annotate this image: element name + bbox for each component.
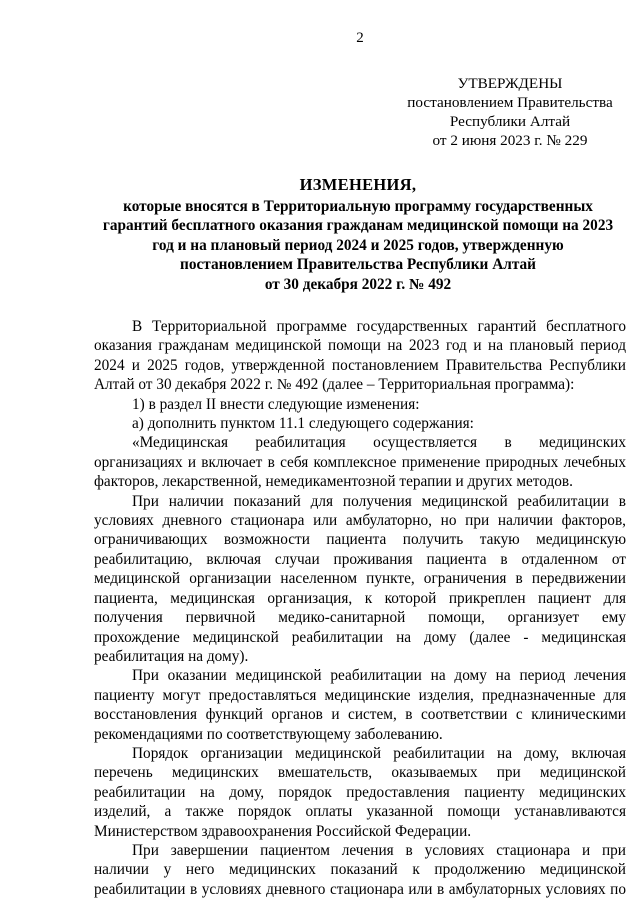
body-line: наличии у него медицинских показаний к продолжению медицинской	[94, 861, 626, 879]
body-line: пациента, медицинская организация, к которой прикреплен пациент для	[94, 589, 626, 607]
subtitle-line: гарантий бесплатного оказания гражданам медицинской помощи на 2023	[102, 217, 614, 235]
body-line: факторов, лекарственной, немедикаментозной терапии и других методов.	[94, 473, 573, 491]
body-text	[94, 317, 626, 899]
body-line: оказания гражданам медицинской помощи на 2023 год и на плановый период	[94, 337, 626, 355]
body-line: рекомендациями по соответствующему заболеванию.	[94, 725, 443, 743]
title-block	[88, 175, 628, 294]
body-line: условиях дневного стационара или амбулаторно, но при наличии факторов,	[94, 512, 626, 530]
body-line: «Медицинская реабилитация осуществляется в медицинских	[132, 434, 626, 452]
approval-line-2: Республики Алтай	[449, 113, 571, 130]
body-line: Порядок организации медицинской реабилитации на дому, включая	[132, 744, 626, 762]
document-heading: ИЗМЕНЕНИЯ,	[299, 175, 417, 194]
body-line: реабилитации в условиях дневного стационара или в амбулаторных условиях по	[94, 880, 626, 898]
body-line: получения первичной медико-санитарной помощи, организует ему	[94, 609, 626, 627]
body-line: 2024 и 2025 годов, утвержденной постановлением Правительства Республики	[94, 356, 626, 374]
body-line: организациях и включает в себя комплексное применение природных лечебных	[94, 453, 626, 471]
body-line: прохождение медицинской реабилитации на дому (далее - медицинская	[94, 628, 626, 646]
approval-title: УТВЕРЖДЕНЫ	[457, 75, 563, 92]
body-line: изделий, а также порядок оплаты указанной помощи устанавливаются	[94, 803, 626, 821]
body-line: При наличии показаний для получения медицинской реабилитации в	[132, 492, 626, 510]
body-line: реабилитацию, включая случаи проживания пациента в отдаленном от	[94, 550, 626, 568]
body-line: ограничивающих возможности пациента получить такую медицинскую	[94, 531, 626, 549]
body-line: 1) в раздел II внести следующие изменения:	[132, 395, 420, 413]
body-line: реабилитации на дому, порядок предоставления пациенту медицинских	[94, 783, 626, 801]
body-line: реабилитация на дому).	[94, 647, 249, 665]
body-line: а) дополнить пунктом 11.1 следующего содержания:	[132, 415, 474, 433]
subtitle-line: год и на плановый период 2024 и 2025 годов, утвержденную	[152, 236, 564, 254]
page-number: 2	[356, 30, 364, 46]
body-line: При оказании медицинской реабилитации на дому на период лечения	[132, 667, 626, 685]
body-line: В Территориальной программе государственных гарантий бесплатного	[132, 318, 626, 335]
body-line: Министерством здравоохранения Российской Федерации.	[94, 822, 472, 840]
approval-line-1: постановлением Правительства	[407, 94, 613, 111]
body-line: медицинской организации населенном пункте, ограничения в передвижении	[94, 570, 626, 588]
body-line: Алтай от 30 декабря 2022 г. № 492 (далее – Территориальная программа):	[94, 376, 575, 394]
body-line: При завершении пациентом лечения в условиях стационара и при	[132, 841, 626, 859]
approval-block	[390, 74, 630, 150]
subtitle-line: постановлением Правительства Республики Алтай	[180, 256, 536, 274]
subtitle-line: от 30 декабря 2022 г. № 492	[264, 275, 452, 293]
body-line: перечень медицинских вмешательств, оказываемых при медицинской	[94, 764, 626, 782]
body-line: восстановления функций органов и систем, в соответствии с клиническими	[94, 706, 626, 724]
subtitle-line: которые вносятся в Территориальную программу государственных	[123, 198, 593, 215]
approval-line-3: от 2 июня 2023 г. № 229	[432, 132, 588, 149]
body-line: пациенту могут предоставляться медицинские изделия, предназначенные для	[94, 686, 626, 704]
